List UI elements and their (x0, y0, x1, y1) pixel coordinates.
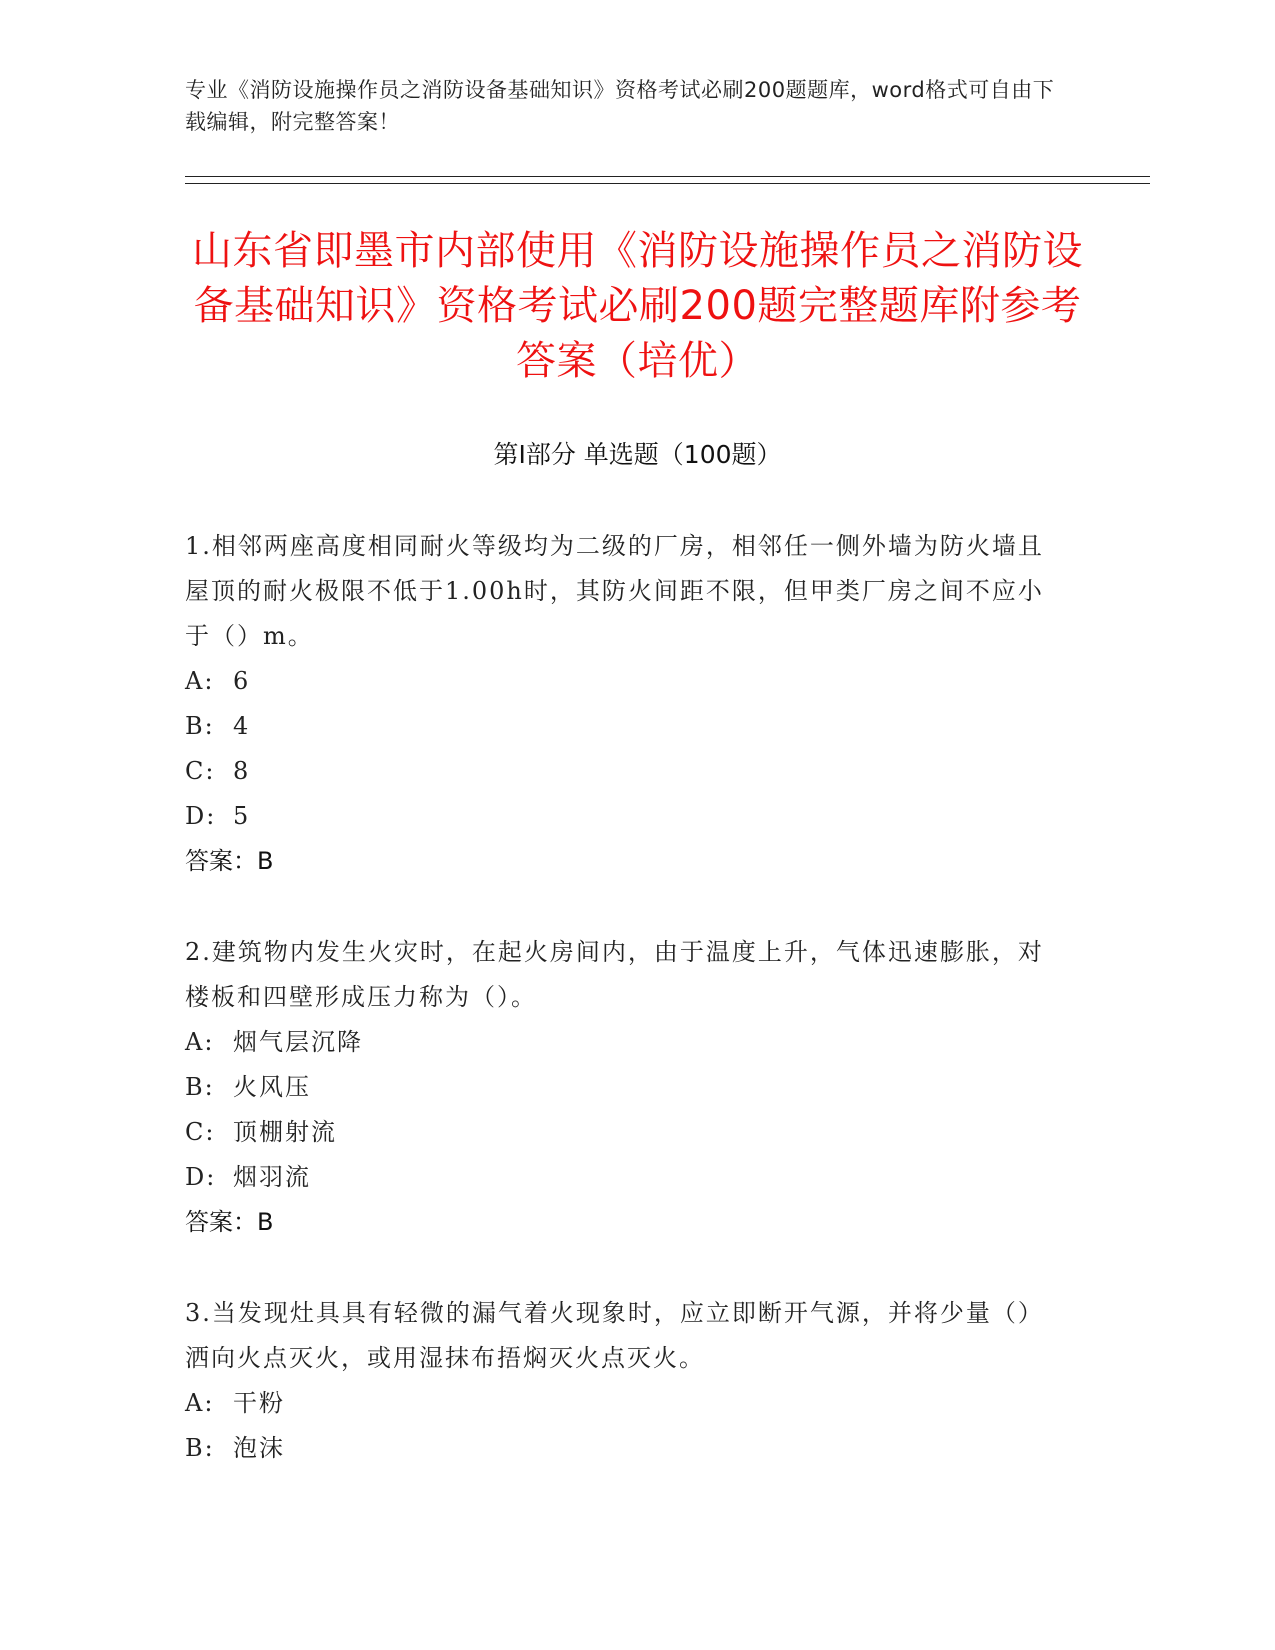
option-text: 烟羽流 (233, 1163, 311, 1191)
question-stem: 2.建筑物内发生火灾时，在起火房间内，由于温度上升，气体迅速膨胀，对楼板和四壁形成压力称为（）。 (185, 938, 1044, 1011)
option-a (185, 1020, 1065, 1065)
question-stem: 3.当发现灶具具有轻微的漏气着火现象时，应立即断开气源，并将少量（）洒向火点灭火，或用湿抹布捂焖灭火点灭火。 (185, 1299, 1044, 1372)
option-text: 烟气层沉降 (233, 1028, 363, 1056)
option-text: 5 (233, 802, 251, 830)
option-c (185, 1110, 1065, 1155)
option-key: B: (185, 1073, 215, 1101)
option-key: D: (185, 802, 217, 830)
option-key: D: (185, 1163, 217, 1191)
option-text: 泡沫 (233, 1434, 285, 1462)
option-a (185, 659, 1065, 704)
option-key: A: (185, 667, 215, 695)
option-c (185, 749, 1065, 794)
option-text: 干粉 (233, 1389, 285, 1417)
option-b (185, 1065, 1065, 1110)
question-1 (185, 524, 1065, 884)
answer-line: 答案：B (185, 847, 274, 875)
option-key: A: (185, 1389, 215, 1417)
answer-line: 答案：B (185, 1208, 274, 1236)
option-key: C: (185, 757, 216, 785)
option-text: 8 (233, 757, 251, 785)
option-text: 顶棚射流 (233, 1118, 337, 1146)
option-d (185, 794, 1065, 839)
option-b (185, 1426, 1065, 1471)
option-text: 6 (233, 667, 251, 695)
option-text: 火风压 (233, 1073, 311, 1101)
option-key: C: (185, 1118, 216, 1146)
question-stem: 1.相邻两座高度相同耐火等级均为二级的厂房，相邻任一侧外墙为防火墙且屋顶的耐火极限不低于1.00h时，其防火间距不限，但甲类厂房之间不应小于（）m。 (185, 532, 1044, 650)
option-b (185, 704, 1065, 749)
option-key: A: (185, 1028, 215, 1056)
option-a (185, 1381, 1065, 1426)
document-title: 山东省即墨市内部使用《消防设施操作员之消防设备基础知识》资格考试必刷200题完整题库附参考答案（培优） (192, 228, 1083, 384)
option-key: B: (185, 1434, 215, 1462)
section-heading: 第I部分 单选题（100题） (493, 440, 782, 469)
header-note: 专业《消防设施操作员之消防设备基础知识》资格考试必刷200题题库，word格式可自由下载编辑，附完整答案！ (185, 78, 1055, 134)
header-divider-bottom (185, 183, 1150, 184)
option-key: B: (185, 712, 215, 740)
header-divider-top (185, 176, 1150, 177)
question-2 (185, 930, 1065, 1245)
option-d (185, 1155, 1065, 1200)
option-text: 4 (233, 712, 251, 740)
question-3 (185, 1291, 1065, 1471)
